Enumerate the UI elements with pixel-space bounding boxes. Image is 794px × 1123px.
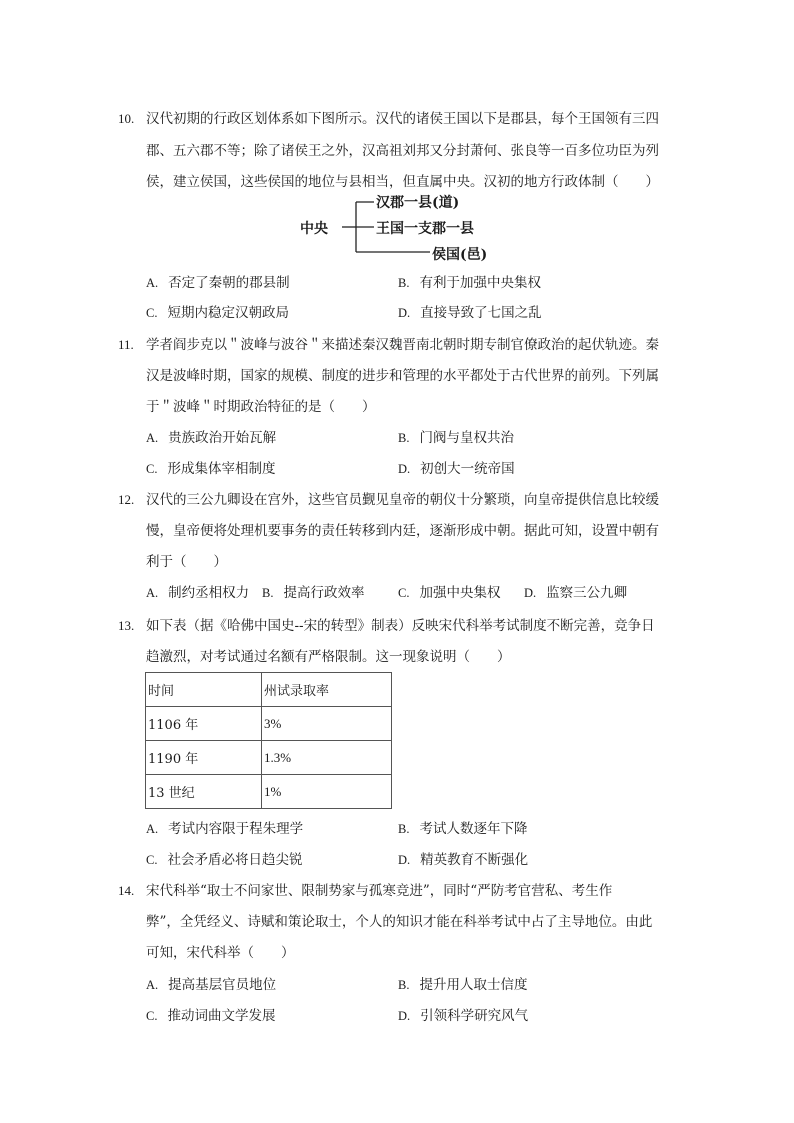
option-c[interactable]: C. 短期内稳定汉朝政局 <box>146 305 289 321</box>
question-stem-line: 郡、五六郡不等；除了诸侯王之外，汉高祖刘邦又分封萧何、张良等一百多位功臣为列 <box>146 143 659 159</box>
option-d[interactable]: D. 监察三公九卿 <box>524 585 628 601</box>
option-a[interactable]: A. 考试内容限于程朱理学 <box>146 821 304 837</box>
option-c[interactable]: C. 形成集体宰相制度 <box>146 461 276 477</box>
question-stem-line: 弊”，全凭经义、诗赋和策论取士，个人的知识才能在科举考试中占了主导地位。由此 <box>146 914 653 930</box>
table-header-cell: 时间 <box>146 673 262 707</box>
table-cell: 1106 年 <box>146 707 262 741</box>
table-row <box>146 707 392 741</box>
diagram-branch-label: 王国一支郡一县 <box>376 221 474 237</box>
question-stem-line: 汉是波峰时期，国家的规模、制度的进步和管理的水平都处于古代世界的前列。下列属 <box>146 368 659 384</box>
option-a[interactable]: A. 制约丞相权力 <box>146 585 250 601</box>
option-c[interactable]: C. 加强中央集权 <box>398 585 501 601</box>
diagram-root-label: 中央 <box>300 221 328 237</box>
table-header-row <box>146 673 392 707</box>
option-b[interactable]: B. 考试人数逐年下降 <box>398 821 528 837</box>
admission-rate-table <box>145 672 392 809</box>
question-stem-line: 学者阎步克以＂波峰与波谷＂来描述秦汉魏晋南北朝时期专制官僚政治的起伏轨迹。秦 <box>146 337 659 353</box>
option-a[interactable]: A. 贵族政治开始瓦解 <box>146 430 277 446</box>
table-cell: 3% <box>262 707 392 741</box>
table-row <box>146 741 392 775</box>
question-number: 10. <box>118 111 135 126</box>
table-cell: 1% <box>262 775 392 809</box>
diagram-branch-label: 汉郡一县(道) <box>376 195 460 211</box>
table-header-cell: 州试录取率 <box>262 673 392 707</box>
question-stem-line: 于＂波峰＂时期政治特征的是（ ） <box>146 399 376 415</box>
question-number: 14. <box>118 883 135 898</box>
option-d[interactable]: D. 初创大一统帝国 <box>398 461 515 477</box>
question-stem-line: 慢，皇帝便将处理机要事务的责任转移到内廷，逐渐形成中朝。据此可知，设置中朝有 <box>146 523 659 539</box>
question-stem-line: 趋激烈，对考试通过名额有严格限制。这一现象说明（ ） <box>146 649 511 665</box>
question-stem-line: 如下表（据《哈佛中国史--宋的转型》制表）反映宋代科举考试制度不断完善，竞争日 <box>146 618 655 634</box>
option-d[interactable]: D. 精英教育不断强化 <box>398 852 529 868</box>
question-number: 11. <box>118 337 134 352</box>
option-d[interactable]: D. 引领科学研究风气 <box>398 1008 529 1024</box>
question-stem-line: 可知，宋代科举（ ） <box>146 945 295 961</box>
table-row <box>146 775 392 809</box>
option-c[interactable]: C. 社会矛盾必将日趋尖锐 <box>146 852 303 868</box>
table-cell: 1190 年 <box>146 741 262 775</box>
table-cell: 13 世纪 <box>146 775 262 809</box>
table-cell: 1.3% <box>262 741 392 775</box>
question-stem-line: 汉代的三公九卿设在宫外，这些官员觐见皇帝的朝仪十分繁琐，向皇帝提供信息比较缓 <box>146 492 659 508</box>
question-stem-line: 宋代科举“取士不问家世、限制势家与孤寒竞进”，同时“严防考官营私、考生作 <box>146 883 613 899</box>
option-d[interactable]: D. 直接导致了七国之乱 <box>398 305 542 321</box>
option-b[interactable]: B. 有利于加强中央集权 <box>398 275 541 291</box>
option-c[interactable]: C. 推动词曲文学发展 <box>146 1008 276 1024</box>
question-stem-line: 侯，建立侯国，这些侯国的地位与县相当，但直属中央。汉初的地方行政体制（ ） <box>146 174 659 190</box>
question-stem-line: 利于（ ） <box>146 554 227 570</box>
question-number: 13. <box>118 618 135 633</box>
option-a[interactable]: A. 提高基层官员地位 <box>146 977 277 993</box>
option-b[interactable]: B. 提高行政效率 <box>262 585 365 601</box>
option-b[interactable]: B. 提升用人取士信度 <box>398 977 528 993</box>
question-number: 12. <box>118 492 135 507</box>
admin-hierarchy-diagram <box>290 190 510 264</box>
option-a[interactable]: A. 否定了秦朝的郡县制 <box>146 275 290 291</box>
option-b[interactable]: B. 门阀与皇权共治 <box>398 430 514 446</box>
diagram-branch-label: 侯国(邑) <box>432 247 488 263</box>
question-stem-line: 汉代初期的行政区划体系如下图所示。汉代的诸侯王国以下是郡县，每个王国领有三四 <box>146 111 659 127</box>
